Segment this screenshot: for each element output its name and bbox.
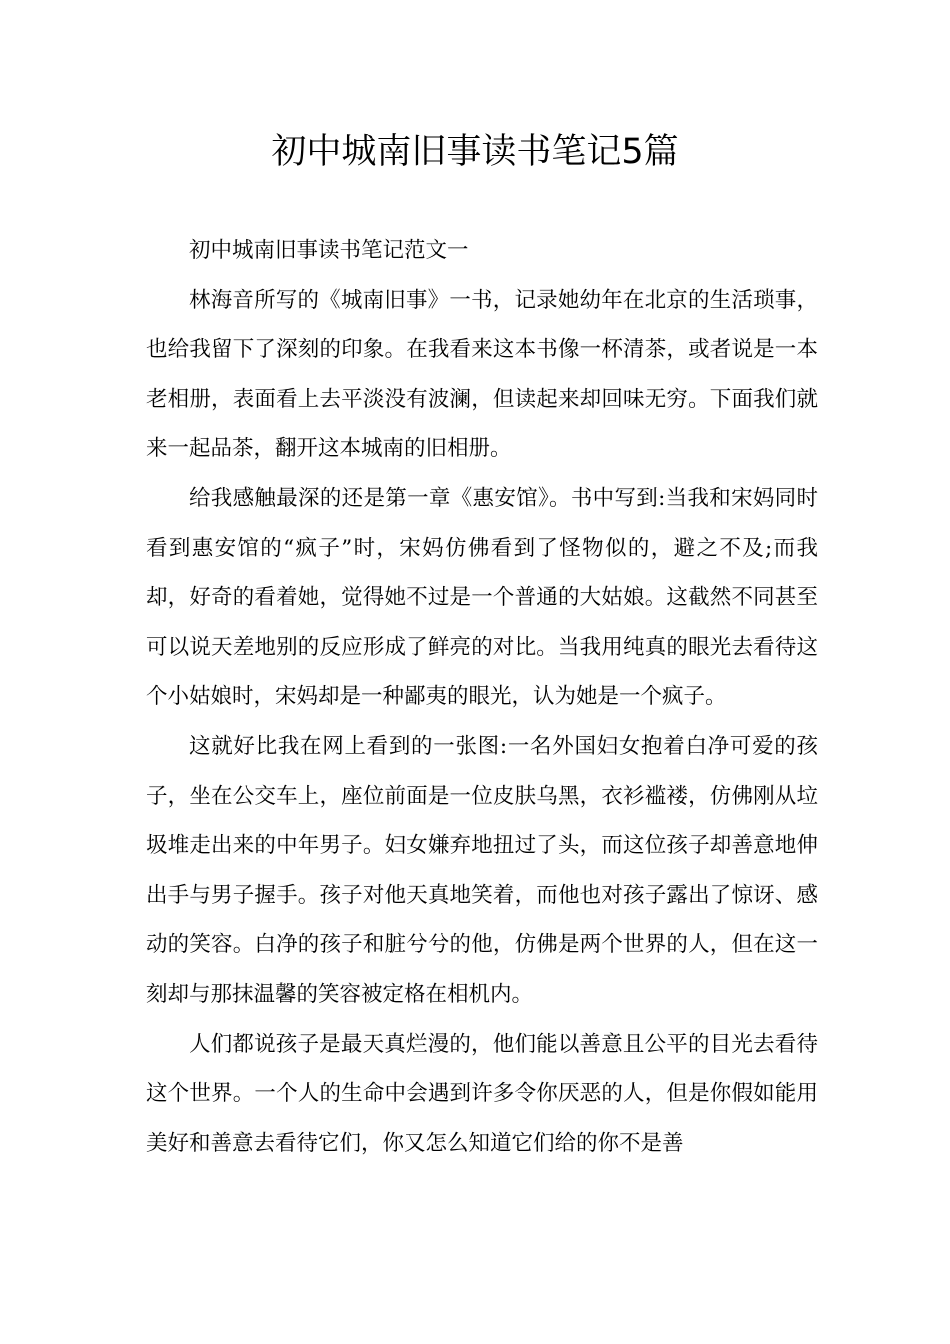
section-heading: 初中城南旧事读书笔记范文一	[189, 238, 469, 263]
document-body	[146, 226, 818, 1168]
body-paragraph: 给我感触最深的还是第一章《惠安馆》。书中写到:当我和宋妈同时看到惠安馆的“疯子”时，宋妈仿佛看到了怪物似的，避之不及;而我却，好奇的看着她，觉得她不过是一个普通的大姑娘。这截然不同甚至可以说天差地别的反应形成了鲜亮的对比。当我用纯真的眼光去看待这个小姑娘时，宋妈却是一种鄙夷的眼光，认为她是一个疯子。	[146, 485, 818, 710]
document-title: 初中城南旧事读书笔记5篇	[271, 132, 679, 172]
body-paragraph: 这就好比我在网上看到的一张图:一名外国妇女抱着白净可爱的孩子，坐在公交车上，座位前面是一位皮肤乌黑，衣衫褴褛，仿佛刚从垃圾堆走出来的中年男子。妇女嫌弃地扭过了头，而这位孩子却善意地伸出手与男子握手。孩子对他天真地笑着，而他也对孩子露出了惊讶、感动的笑容。白净的孩子和脏兮兮的他，仿佛是两个世界的人，但在这一刻却与那抹温馨的笑容被定格在相机内。	[146, 733, 818, 1007]
body-paragraph: 林海音所写的《城南旧事》一书，记录她幼年在北京的生活琐事，也给我留下了深刻的印象。在我看来这本书像一杯清茶，或者说是一本老相册，表面看上去平淡没有波澜，但读起来却回味无穷。下面我们就来一起品茶，翻开这本城南的旧相册。	[146, 287, 818, 462]
body-paragraph: 人们都说孩子是最天真烂漫的，他们能以善意且公平的目光去看待这个世界。一个人的生命中会遇到许多令你厌恶的人，但是你假如能用美好和善意去看待它们，你又怎么知道它们给的你不是善	[146, 1031, 818, 1156]
